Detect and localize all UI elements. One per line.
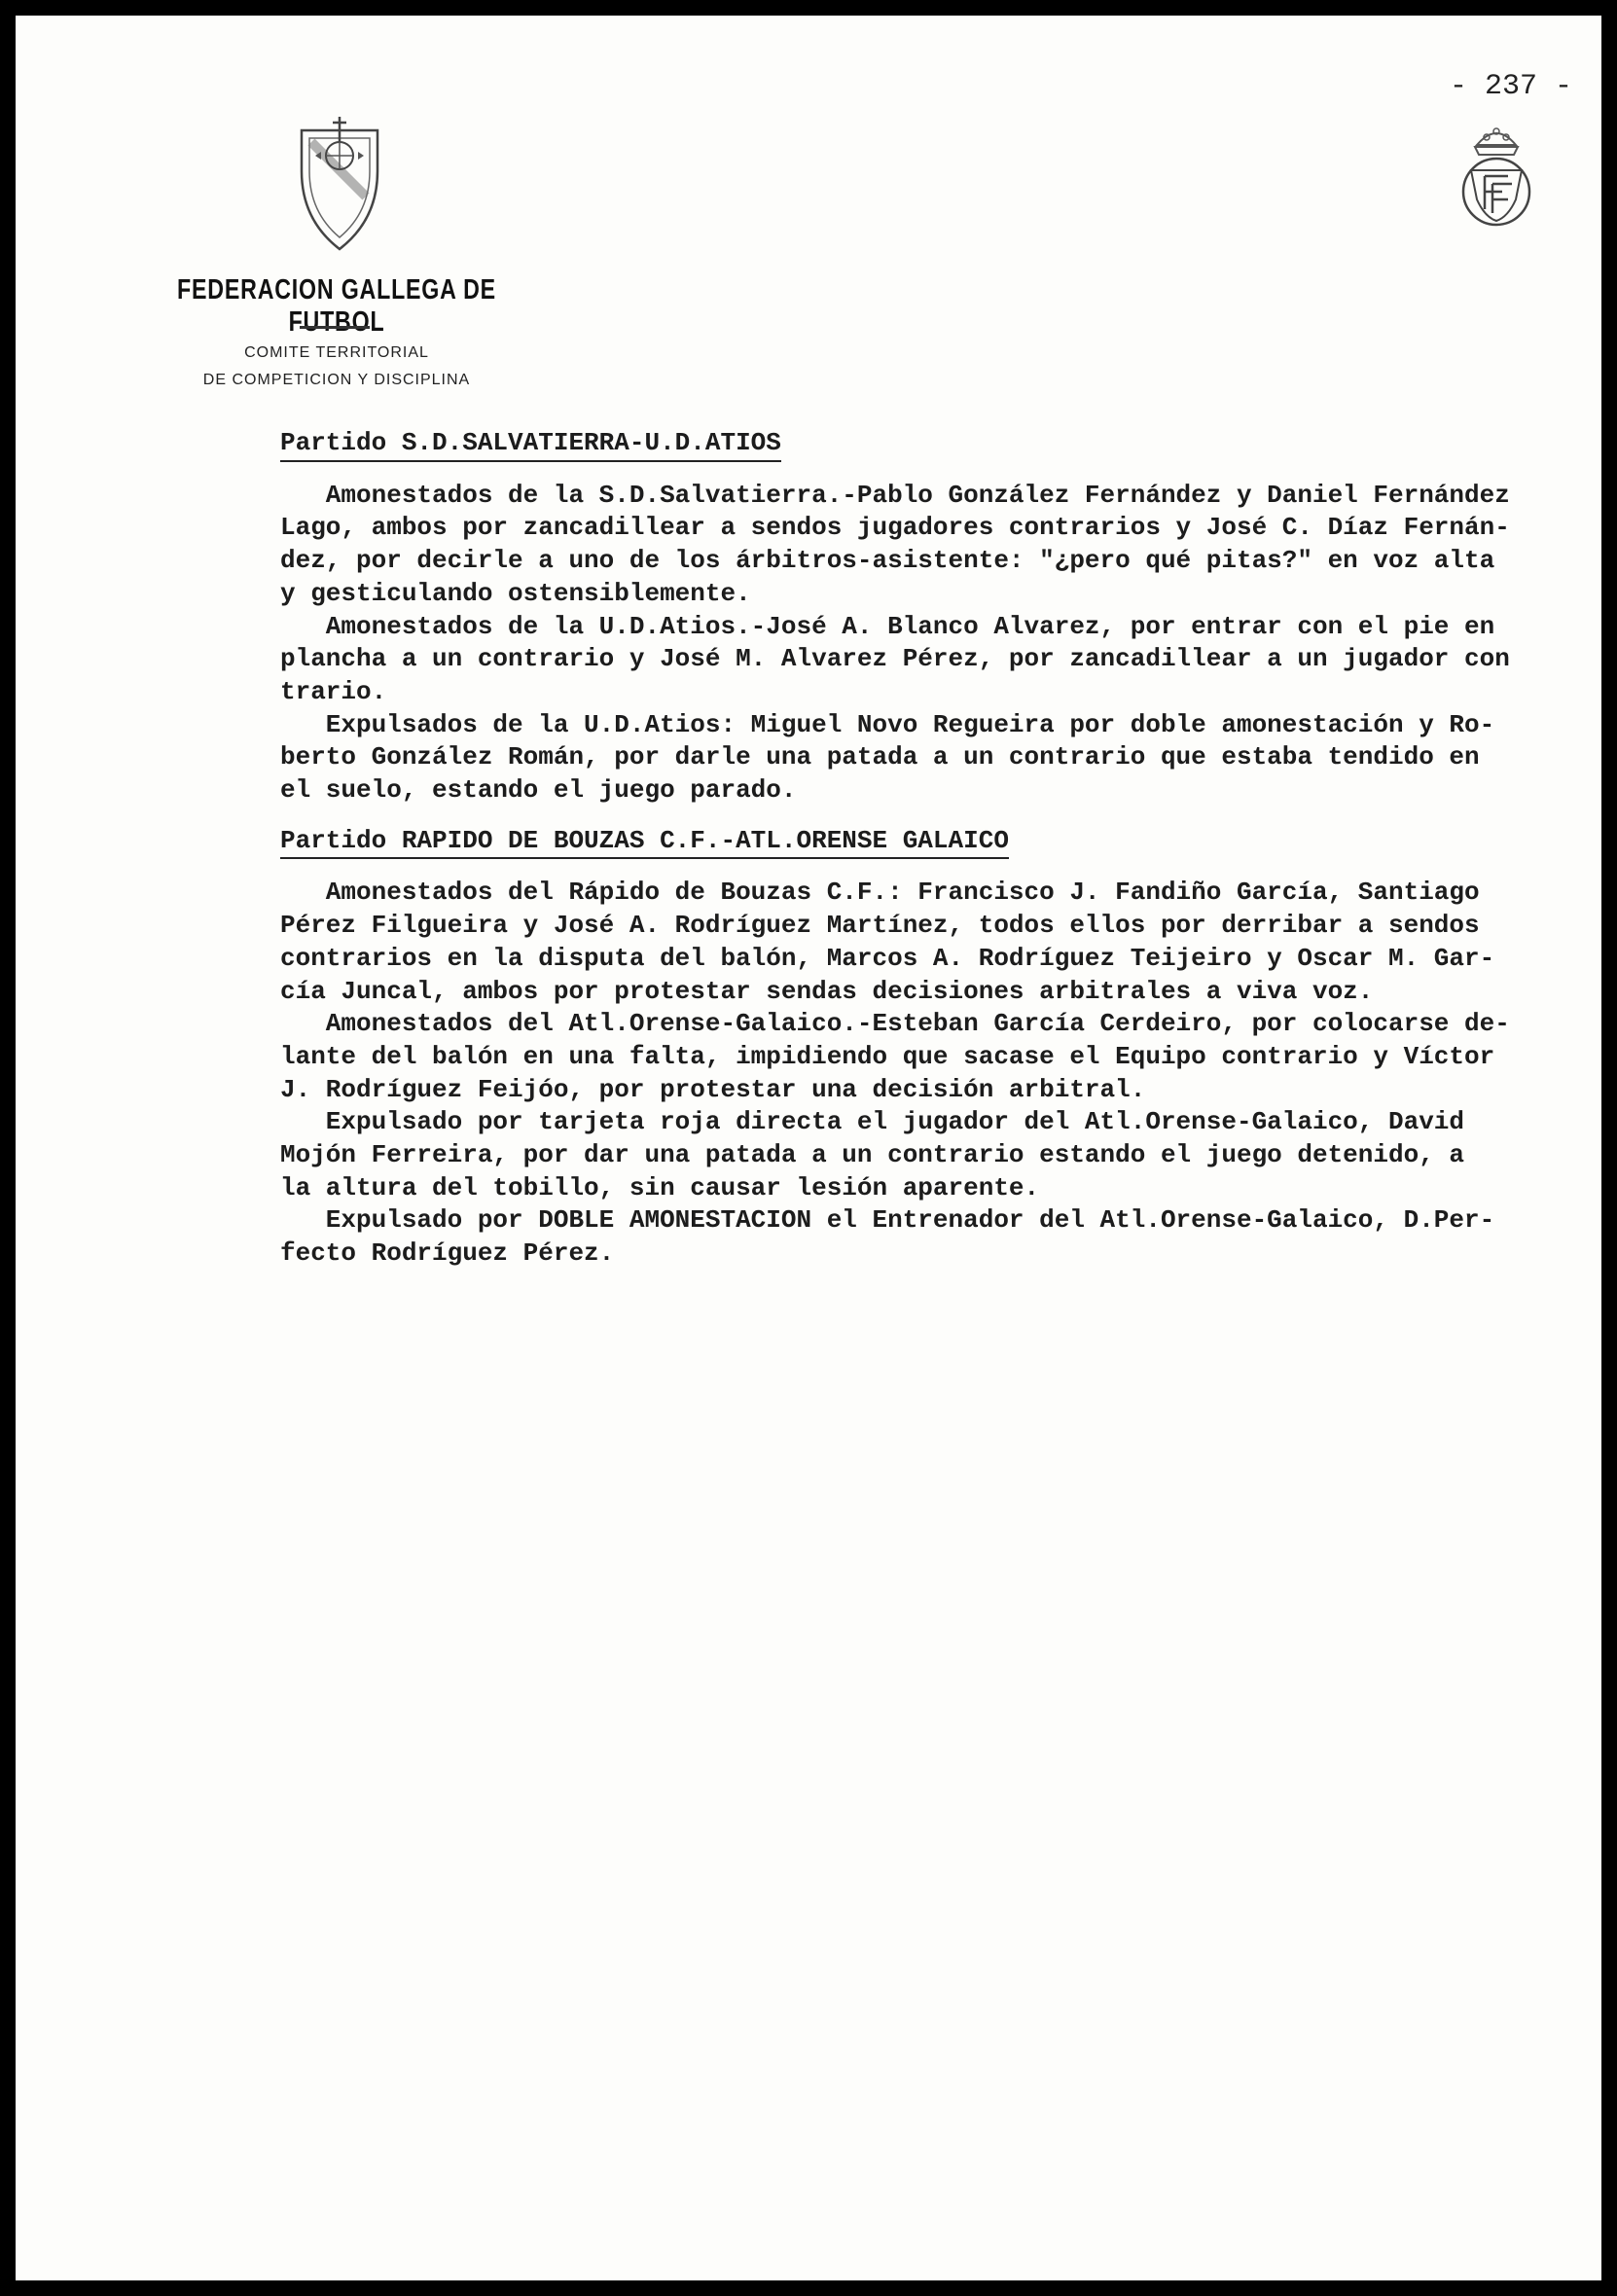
text-line: Amonestados del Rápido de Bouzas C.F.: Francisco J. Fandiño García, Santiago <box>280 878 1480 908</box>
match-title: Partido RAPIDO DE BOUZAS C.F.-ATL.ORENSE GALAICO <box>280 825 1009 860</box>
text-line: Amonestados del Atl.Orense-Galaico.-Esteban García Cerdeiro, por colocarse de- <box>280 1009 1510 1039</box>
match-title: Partido S.D.SALVATIERRA-U.D.ATIOS <box>280 427 781 462</box>
galician-federation-crest-icon <box>296 113 383 254</box>
text-line: dez, por decirle a uno de los árbitros-asistente: "¿pero qué pitas?" en voz alta <box>280 546 1495 576</box>
header-divider <box>300 326 370 329</box>
text-line: la altura del tobillo, sin causar lesión aparente. <box>280 1172 1040 1202</box>
text-line: berto González Román, por darle una patada a un contrario que estaba tendido en <box>280 742 1480 772</box>
document-body <box>280 427 1586 1271</box>
page-number: - 237 - <box>1450 70 1573 103</box>
committee-name-line-1: COMITE TERRITORIAL <box>244 344 429 361</box>
text-line: Pérez Filgueira y José A. Rodríguez Martínez, todos ellos por derribar a sendos <box>280 911 1480 941</box>
text-line: cía Juncal, ambos por protestar sendas decisiones arbitrales a viva voz. <box>280 976 1374 1006</box>
text-line: Amonestados de la S.D.Salvatierra.-Pablo González Fernández y Daniel Fernández <box>280 480 1510 510</box>
match-section <box>280 825 1586 1271</box>
committee-name-line-2: DE COMPETICION Y DISCIPLINA <box>202 372 471 388</box>
text-line: J. Rodríguez Feijóo, por protestar una decisión arbitral. <box>280 1074 1146 1104</box>
text-line: trario. <box>280 676 387 706</box>
document-page <box>16 16 1601 2280</box>
text-line: lante del balón en una falta, impidiendo que sacase el Equipo contrario y Víctor <box>280 1041 1495 1071</box>
match-section <box>280 427 1586 807</box>
text-line: Mojón Ferreira, por dar una patada a un contrario estando el juego detenido, a <box>280 1140 1464 1170</box>
organization-name: FEDERACION GALLEGA DE FUTBOL <box>177 274 496 338</box>
text-line: Expulsados de la U.D.Atios: Miguel Novo Regueira por doble amonestación y Ro- <box>280 709 1495 739</box>
text-line: fecto Rodríguez Pérez. <box>280 1238 615 1269</box>
spanish-federation-crest-icon <box>1454 116 1539 231</box>
text-line: plancha a un contrario y José M. Alvarez Pérez, por zancadillear a un jugador con <box>280 644 1510 674</box>
text-line: y gesticulando ostensiblemente. <box>280 578 751 608</box>
text-line: Amonestados de la U.D.Atios.-José A. Blanco Alvarez, por entrar con el pie en <box>280 611 1495 641</box>
text-line: Expulsado por tarjeta roja directa el jugador del Atl.Orense-Galaico, David <box>280 1107 1464 1137</box>
text-line: Lago, ambos por zancadillear a sendos jugadores contrarios y José C. Díaz Fernán- <box>280 513 1510 543</box>
text-line: contrarios en la disputa del balón, Marcos A. Rodríguez Teijeiro y Oscar M. Gar- <box>280 943 1495 973</box>
text-line: Expulsado por DOBLE AMONESTACION el Entrenador del Atl.Orense-Galaico, D.Per- <box>280 1205 1495 1236</box>
text-line: el suelo, estando el juego parado. <box>280 775 797 806</box>
